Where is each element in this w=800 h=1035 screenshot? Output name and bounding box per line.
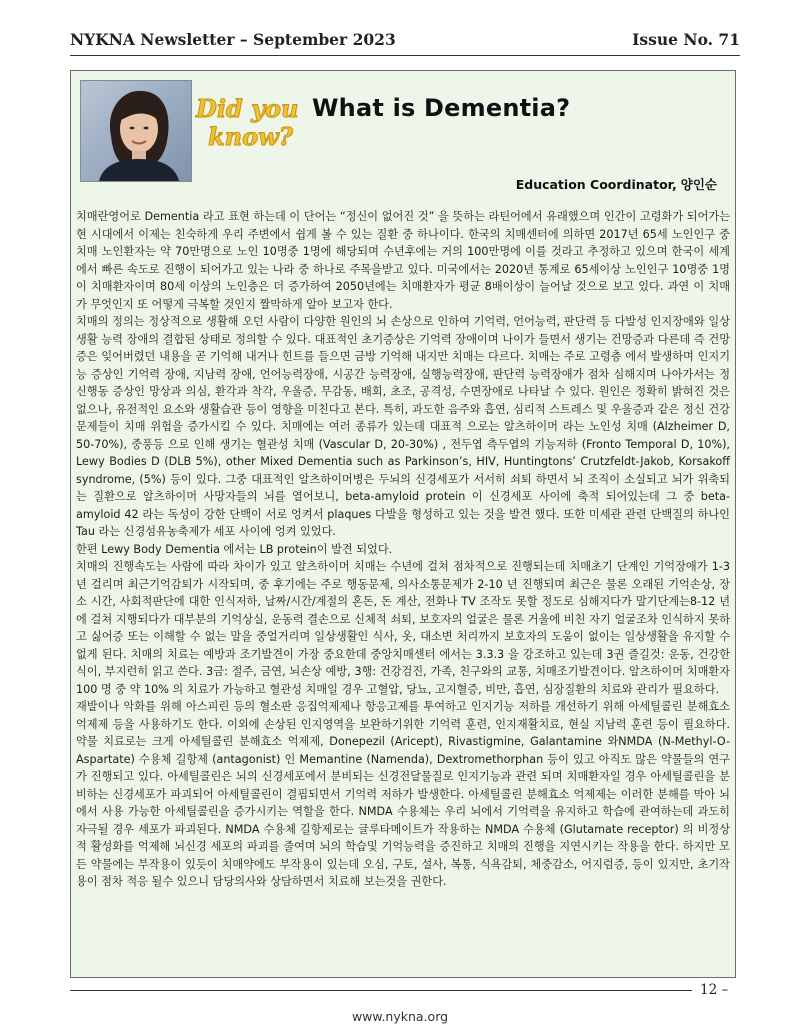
footer-divider — [70, 990, 692, 991]
website-link[interactable]: www.nykna.org — [351, 1009, 449, 1024]
page-number: 12 – — [700, 982, 729, 998]
author-photo — [80, 80, 192, 182]
newsletter-title: NYKNA Newsletter – September 2023 — [70, 30, 396, 49]
body-paragraph: 치매란영어로 Dementia 라고 표현 하는데 이 단어는 “정신이 없어진 것” 을 뜻하는 라틴어에서 유래했으며 인간이 고령화가 되어가는 현 시대에서 이제는 친숙하게 우리 주변에서 쉽게 볼 수 있는 질환 중 하나이다. 한국의 치매센터에 의하면 2017년 65세 노인인구 중 치매 노인환자는 약 70만명으로 노인 10명중 1명에 해당되며 수년후에는 거의 100만명에 이를 것라고 추정하고 있으며 한국이 세계에서 빠른 속도로 진행이 되어가고 있는 나라 중 하나로 주목을받고 있다. 미국에서는 2020년 통계로 65세이상 노인인구 10명중 1명이 치매환자이며 80세 이상의 노인층은 더 증가하여 2050년에는 치매환자가 평균 8배이상이 늘어날 것으로 보고 있다. 과연 이 치매가 무엇인지 또 어떻게 극복할 것인지 짤막하게 알아 보고자 한다. — [76, 210, 730, 311]
body-paragraph: 치매의 정의는 정상적으로 생활해 오던 사람이 다양한 원인의 뇌 손상으로 인하여 기억력, 언어능력, 판단력 등 다발성 인지장애와 일상생활 능력 장애의 결합된 상태로 정의할 수 있다. 대표적인 초기증상은 기억력 장애이며 나이가 들면서 생기는 건망증과 다른데 즉 건망증은 잊어버렸던 내용을 곧 기억해 내거나 힌트를 들으면 금방 기억해 내지만 치매는 다르다. 치매는 주로 고령층 에서 발생하며 인지기능 증상인 기억력 장애, 지남력 장애, 언어능력장애, 시공간 능력장애, 실행능력장애, 판단력 능력장애가 점차 심해지며 나아가서는 정신행동 증상인 망상과 의심, 환각과 착각, 우울증, 무감동, 배회, 초조, 공격성, 수면장애로 나타날 수 있다. 원인은 정확히 밝혀진 것은 없으나, 유전적인 요소와 생활습관 등이 영향을 미친다고 본다. 특히, 과도한 음주와 흡연, 심리적 스트레스 및 우울증과 같은 정신 건강 문제들이 치매 위험을 증가시킬 수 있다. 치매에는 여러 종류가 있는데 대표적 으로는 알츠하이머 라는 노인성 치매 (Alzheimer D, 50-70%), 중풍등 으로 인해 생기는 혈관성 치매 (Vascular D, 20-30%) , 전두엽 측두엽의 기능저하 (Fronto Temporal D, 10%), Lewy Bodies D (DLB 5%), other Mixed Dementia such as Parkinson’s, HIV, Huntingtons’ Crutzfeldt-Jakob, Korsakoff syndrome, (5%) 등이 있다. 그중 대표적인 알츠하이머병은 두뇌의 신경세포가 서서히 쇠퇴 하면서 뇌 조직이 소실되고 뇌가 위축되는 질환으로 알츠하이머 사망자들의 뇌를 열어보니, beta-amyloid protein 이 신경세포 사이에 축적 되어있는데 그 중 beta-amyloid 42 라는 독성이 강한 단백이 서로 엉켜서 plaques 다발을 형성하고 있는 것을 발견 했다. 또한 미세관 관련 단백질의 하나인Tau 라는 신경섬유농축제가 세포 사이에 엉켜 있었다. — [76, 315, 730, 538]
author-byline — [516, 175, 717, 193]
header-divider — [70, 55, 740, 56]
body-paragraph: 치매의 진행속도는 사람에 따라 차이가 있고 알츠하이머 치매는 수년에 걸쳐 점차적으로 진행되는데 치매초기 단계인 기억장애가 1-3년 걸리며 최근기억감퇴가 시작되며, 중 후기에는 주로 행동문제, 의사소통문제가 2-10 년 진행되며 최근은 물론 오래된 기억손상, 장소 시간, 사회적판단에 대한 인식저하, 날짜/시간/계절의 혼돈, 돈 계산, 전화나 TV 조작도 못할 정도로 심해지다가 말기단계는8-12 년에 걸쳐 지행되다가 대부분의 기억상실, 운동력 결손으로 신체적 쇠퇴, 보호자의 얼굴은 물론 거울에 비친 자기 얼굴조차 인식하지 못하고 싫어증 또는 이해할 수 없는 말을 중얼거리며 일상생활인 식사, 옷, 대소변 처리까지 보호자의 도움이 없이는 일상생활을 유지할 수 없게 된다. 치매의 치료는 예방과 조기발견이 가장 중요한데 중앙치매센터 에서는 3.3.3 을 강조하고 있는데 3권 즐길것: 운동, 건강한 식이, 부지런히 읽고 쓴다. 3금: 절주, 금연, 뇌손상 예방, 3행: 건강검진, 가족, 친구와의 교통, 치매조기발견이다. 알츠하이머 치매환자 100 명 중 약 10% 의 치료가 가능하고 혈관성 치매일 경우 고혈압, 당뇨, 고지혈증, 비만, 흡연, 심장질환의 치료와 관리가 필요하다. — [76, 560, 730, 696]
portrait-image — [81, 81, 191, 181]
did-you-line: Did you — [196, 94, 299, 123]
body-paragraph: 한편 Lewy Body Dementia 에서는 LB protein이 발견 되었다. — [76, 542, 393, 556]
page-header — [70, 30, 740, 54]
did-you-know-graphic — [196, 95, 314, 175]
know-line: know? — [208, 122, 293, 151]
author-role: Education Coordinator, — [515, 177, 677, 192]
article-body — [76, 208, 730, 891]
article-title: What is Dementia? — [312, 94, 571, 122]
author-name: 양인순 — [680, 177, 717, 192]
issue-number: Issue No. 71 — [632, 30, 740, 49]
body-paragraph: 재발이나 악화를 위해 아스피린 등의 혈소판 응집억제제나 항응고제를 투여하고 인지기능 저하를 개선하기 위해 아세틸콜린 분해효소 억제제 등을 사용하기도 한다. 이외에 손상된 인지영역을 보완하기위한 기억력 훈련, 인지재활치료, 현실 지남력 훈련 등이 필요하다. 약물 치료로는 크게 아세틸콜린 분해효소 억제제, Donepezil (Aricept), Rivastigmine, Galantamine 와NMDA (N-Methyl-O-Aspartate) 수용체 길항제 (antagonist) 인 Memantine (Namenda), Dextromethorphan 등이 있고 아직도 많은 약물들의 연구가 진행되고 있다. 아세틸콜린은 뇌의 신경세포에서 분비되는 신경전달물질로 인지기능과 관련 되며 치매환자일 경우 아세틸콜린을 분비하는 신경세포가 파괴되어 아세틸콜린이 결핍되면서 기억력 저하가 발생한다. 아세틸콜린 분해효소 억제제는 이러한 분해를 막아 뇌에서 사용 가능한 아세틸콜린을 증가시키는 역할을 한다. NMDA 수용체는 우리 뇌에서 기억력을 유지하고 학습에 관여하는데 과도히 자극될 경우 세포가 파괴된다. NMDA 수용체 길항제로는 글루타메이트가 작용하는 NMDA 수용체 (Glutamate receptor) 의 비정상적 활성화를 억제해 뇌신경 세포의 파괴를 줄여며 뇌의 학습및 기억능력을 증진하고 치매의 진행을 지연시키는 작용을 한다. 하지만 모든 약물에는 부작용이 있듯이 치매약에도 부작용이 있는데 오심, 구토, 설사, 복통, 식욕감퇴, 체중감소, 어지럼증, 등이 있지만, 초기작용이 점차 적응 될수 있으니 담당의사와 상담하면서 치료해 보는것을 권한다. — [76, 700, 730, 888]
